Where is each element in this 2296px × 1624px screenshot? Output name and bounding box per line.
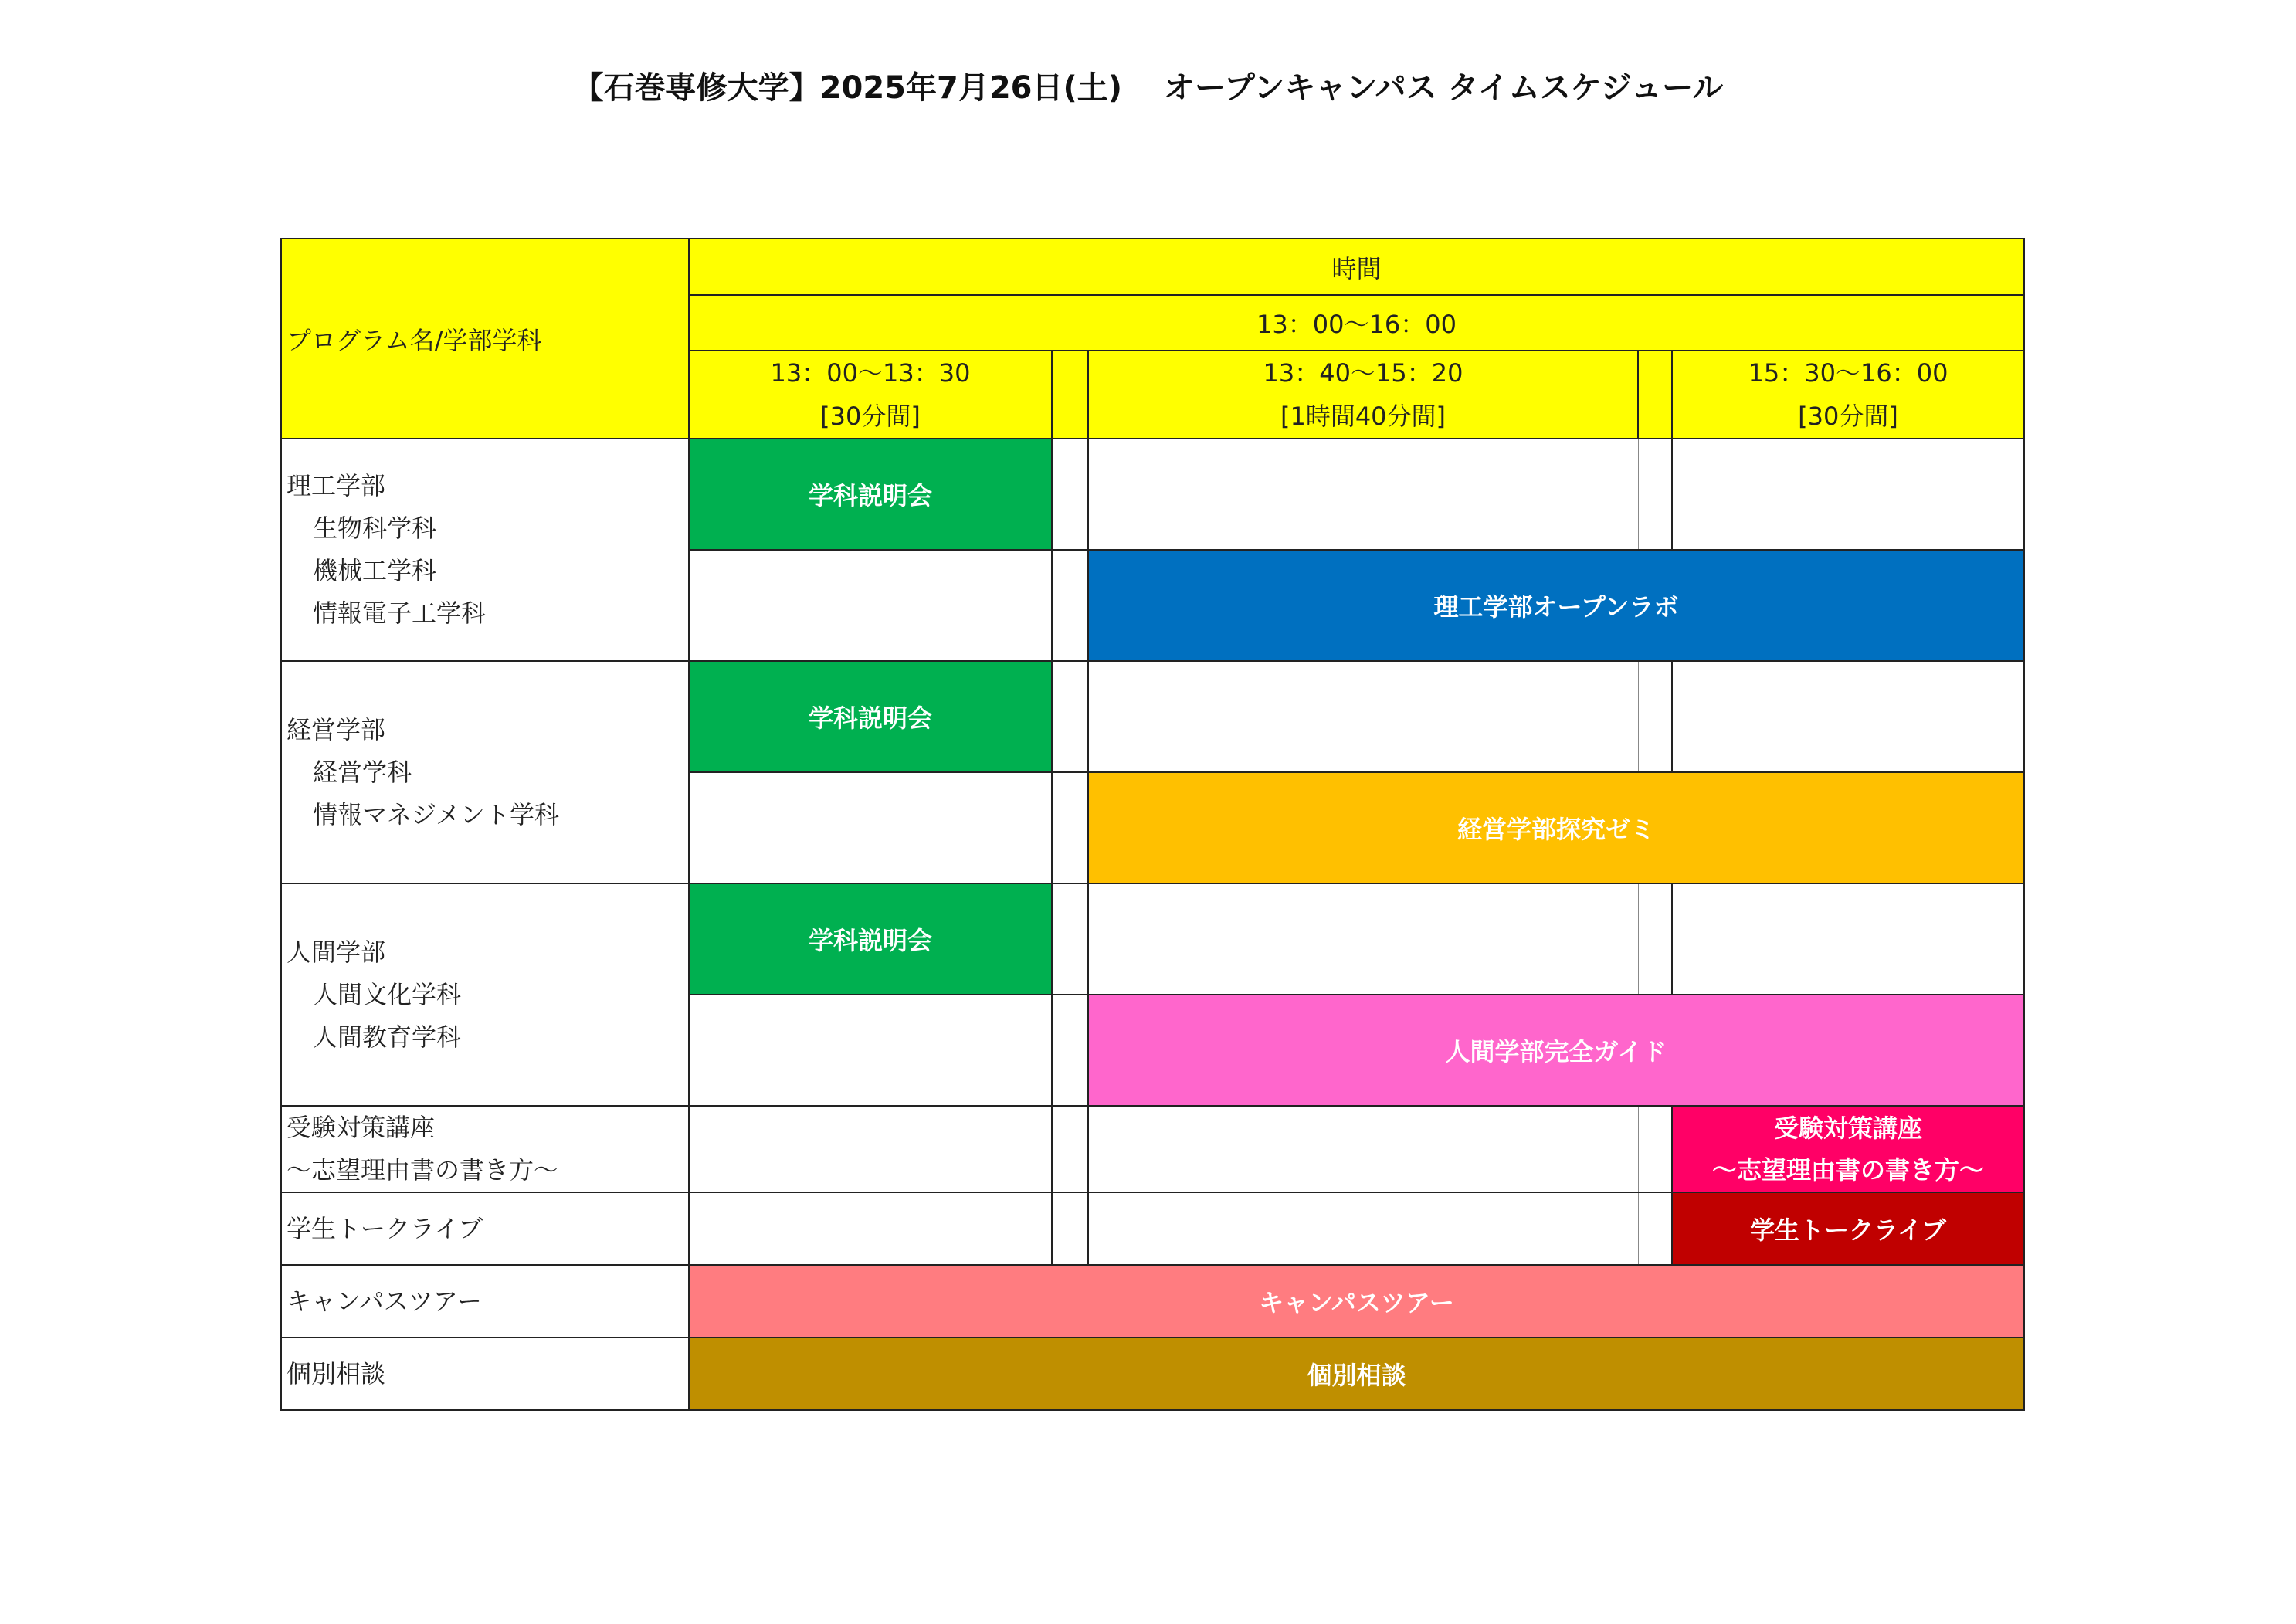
event-dept-briefing: 学科説明会 (689, 661, 1052, 772)
slot-2-time: 13：40〜15：20 (1263, 358, 1463, 388)
page-title: 【石巻専修大学】2025年7月26日(土) オープンキャンパス タイムスケジュール (572, 70, 1724, 106)
dept-name: 人間文化学科 (313, 979, 462, 1009)
program-talk-live: 学生トークライブ (281, 1192, 689, 1265)
gap-cell (1052, 550, 1088, 661)
empty-cell (1672, 883, 2024, 995)
program-name-line: 受験対策講座 (287, 1113, 436, 1142)
gap-cell (1052, 995, 1088, 1106)
program-human (281, 883, 689, 1106)
gap-cell (1052, 439, 1088, 550)
program-name: 理工学部 (287, 471, 386, 500)
event-science-open-lab: 理工学部オープンラボ (1088, 550, 2024, 661)
dept-name: 情報電子工学科 (313, 598, 487, 628)
program-name-line: 〜志望理由書の書き方〜 (287, 1155, 559, 1185)
event-exam-course (1672, 1106, 2024, 1192)
empty-cell (1672, 439, 2024, 550)
program-campus-tour: キャンパスツアー (281, 1265, 689, 1338)
program-consultation: 個別相談 (281, 1338, 689, 1410)
empty-cell (689, 1106, 1052, 1192)
event-campus-tour: キャンパスツアー (689, 1265, 2024, 1338)
slot-3-time: 15：30〜16：00 (1748, 358, 1948, 388)
gap-cell (1052, 883, 1088, 995)
event-business-seminar: 経営学部探究ゼミ (1088, 772, 2024, 883)
empty-cell (1088, 439, 1638, 550)
gap-cell (1638, 1106, 1672, 1192)
event-line: 〜志望理由書の書き方〜 (1711, 1155, 1984, 1185)
empty-cell (1088, 1192, 1638, 1265)
slot-2-duration: [1時間40分間] (1280, 402, 1446, 431)
schedule-table (280, 238, 2025, 1411)
program-science (281, 439, 689, 661)
time-header: 時間 (689, 239, 2024, 295)
dept-name: 情報マネジメント学科 (313, 799, 560, 829)
gap-cell (1052, 661, 1088, 772)
empty-cell (1672, 661, 2024, 772)
gap-cell (1052, 351, 1088, 439)
dept-name: 人間教育学科 (313, 1022, 462, 1052)
empty-cell (689, 550, 1052, 661)
gap-cell (1638, 1192, 1672, 1265)
empty-cell (1088, 1106, 1638, 1192)
slot-header-2 (1088, 351, 1638, 439)
slot-1-time: 13：00〜13：30 (770, 358, 971, 388)
event-dept-briefing: 学科説明会 (689, 883, 1052, 995)
gap-cell (1638, 883, 1672, 995)
empty-cell (1088, 661, 1638, 772)
event-talk-live: 学生トークライブ (1672, 1192, 2024, 1265)
program-name: 人間学部 (287, 937, 386, 967)
gap-cell (1052, 1106, 1088, 1192)
gap-cell (1052, 772, 1088, 883)
empty-cell (1088, 883, 1638, 995)
dept-name: 生物科学科 (313, 514, 437, 543)
gap-cell (1638, 661, 1672, 772)
empty-cell (689, 772, 1052, 883)
slot-3-duration: [30分間] (1798, 402, 1898, 431)
program-name: 経営学部 (287, 714, 386, 744)
slot-header-1 (689, 351, 1052, 439)
empty-cell (689, 1192, 1052, 1265)
program-business (281, 661, 689, 883)
program-header: プログラム名/学部学科 (281, 239, 689, 439)
gap-cell (1638, 351, 1672, 439)
event-consultation: 個別相談 (689, 1338, 2024, 1410)
dept-name: 機械工学科 (313, 556, 437, 585)
dept-name: 経営学科 (313, 757, 412, 787)
gap-cell (1052, 1192, 1088, 1265)
gap-cell (1638, 439, 1672, 550)
empty-cell (689, 995, 1052, 1106)
event-line: 受験対策講座 (1773, 1114, 1922, 1143)
slot-1-duration: [30分間] (820, 402, 921, 431)
time-range-header: 13：00〜16：00 (689, 295, 2024, 351)
slot-header-3 (1672, 351, 2024, 439)
event-dept-briefing: 学科説明会 (689, 439, 1052, 550)
event-human-guide: 人間学部完全ガイド (1088, 995, 2024, 1106)
program-exam-course (281, 1106, 689, 1192)
